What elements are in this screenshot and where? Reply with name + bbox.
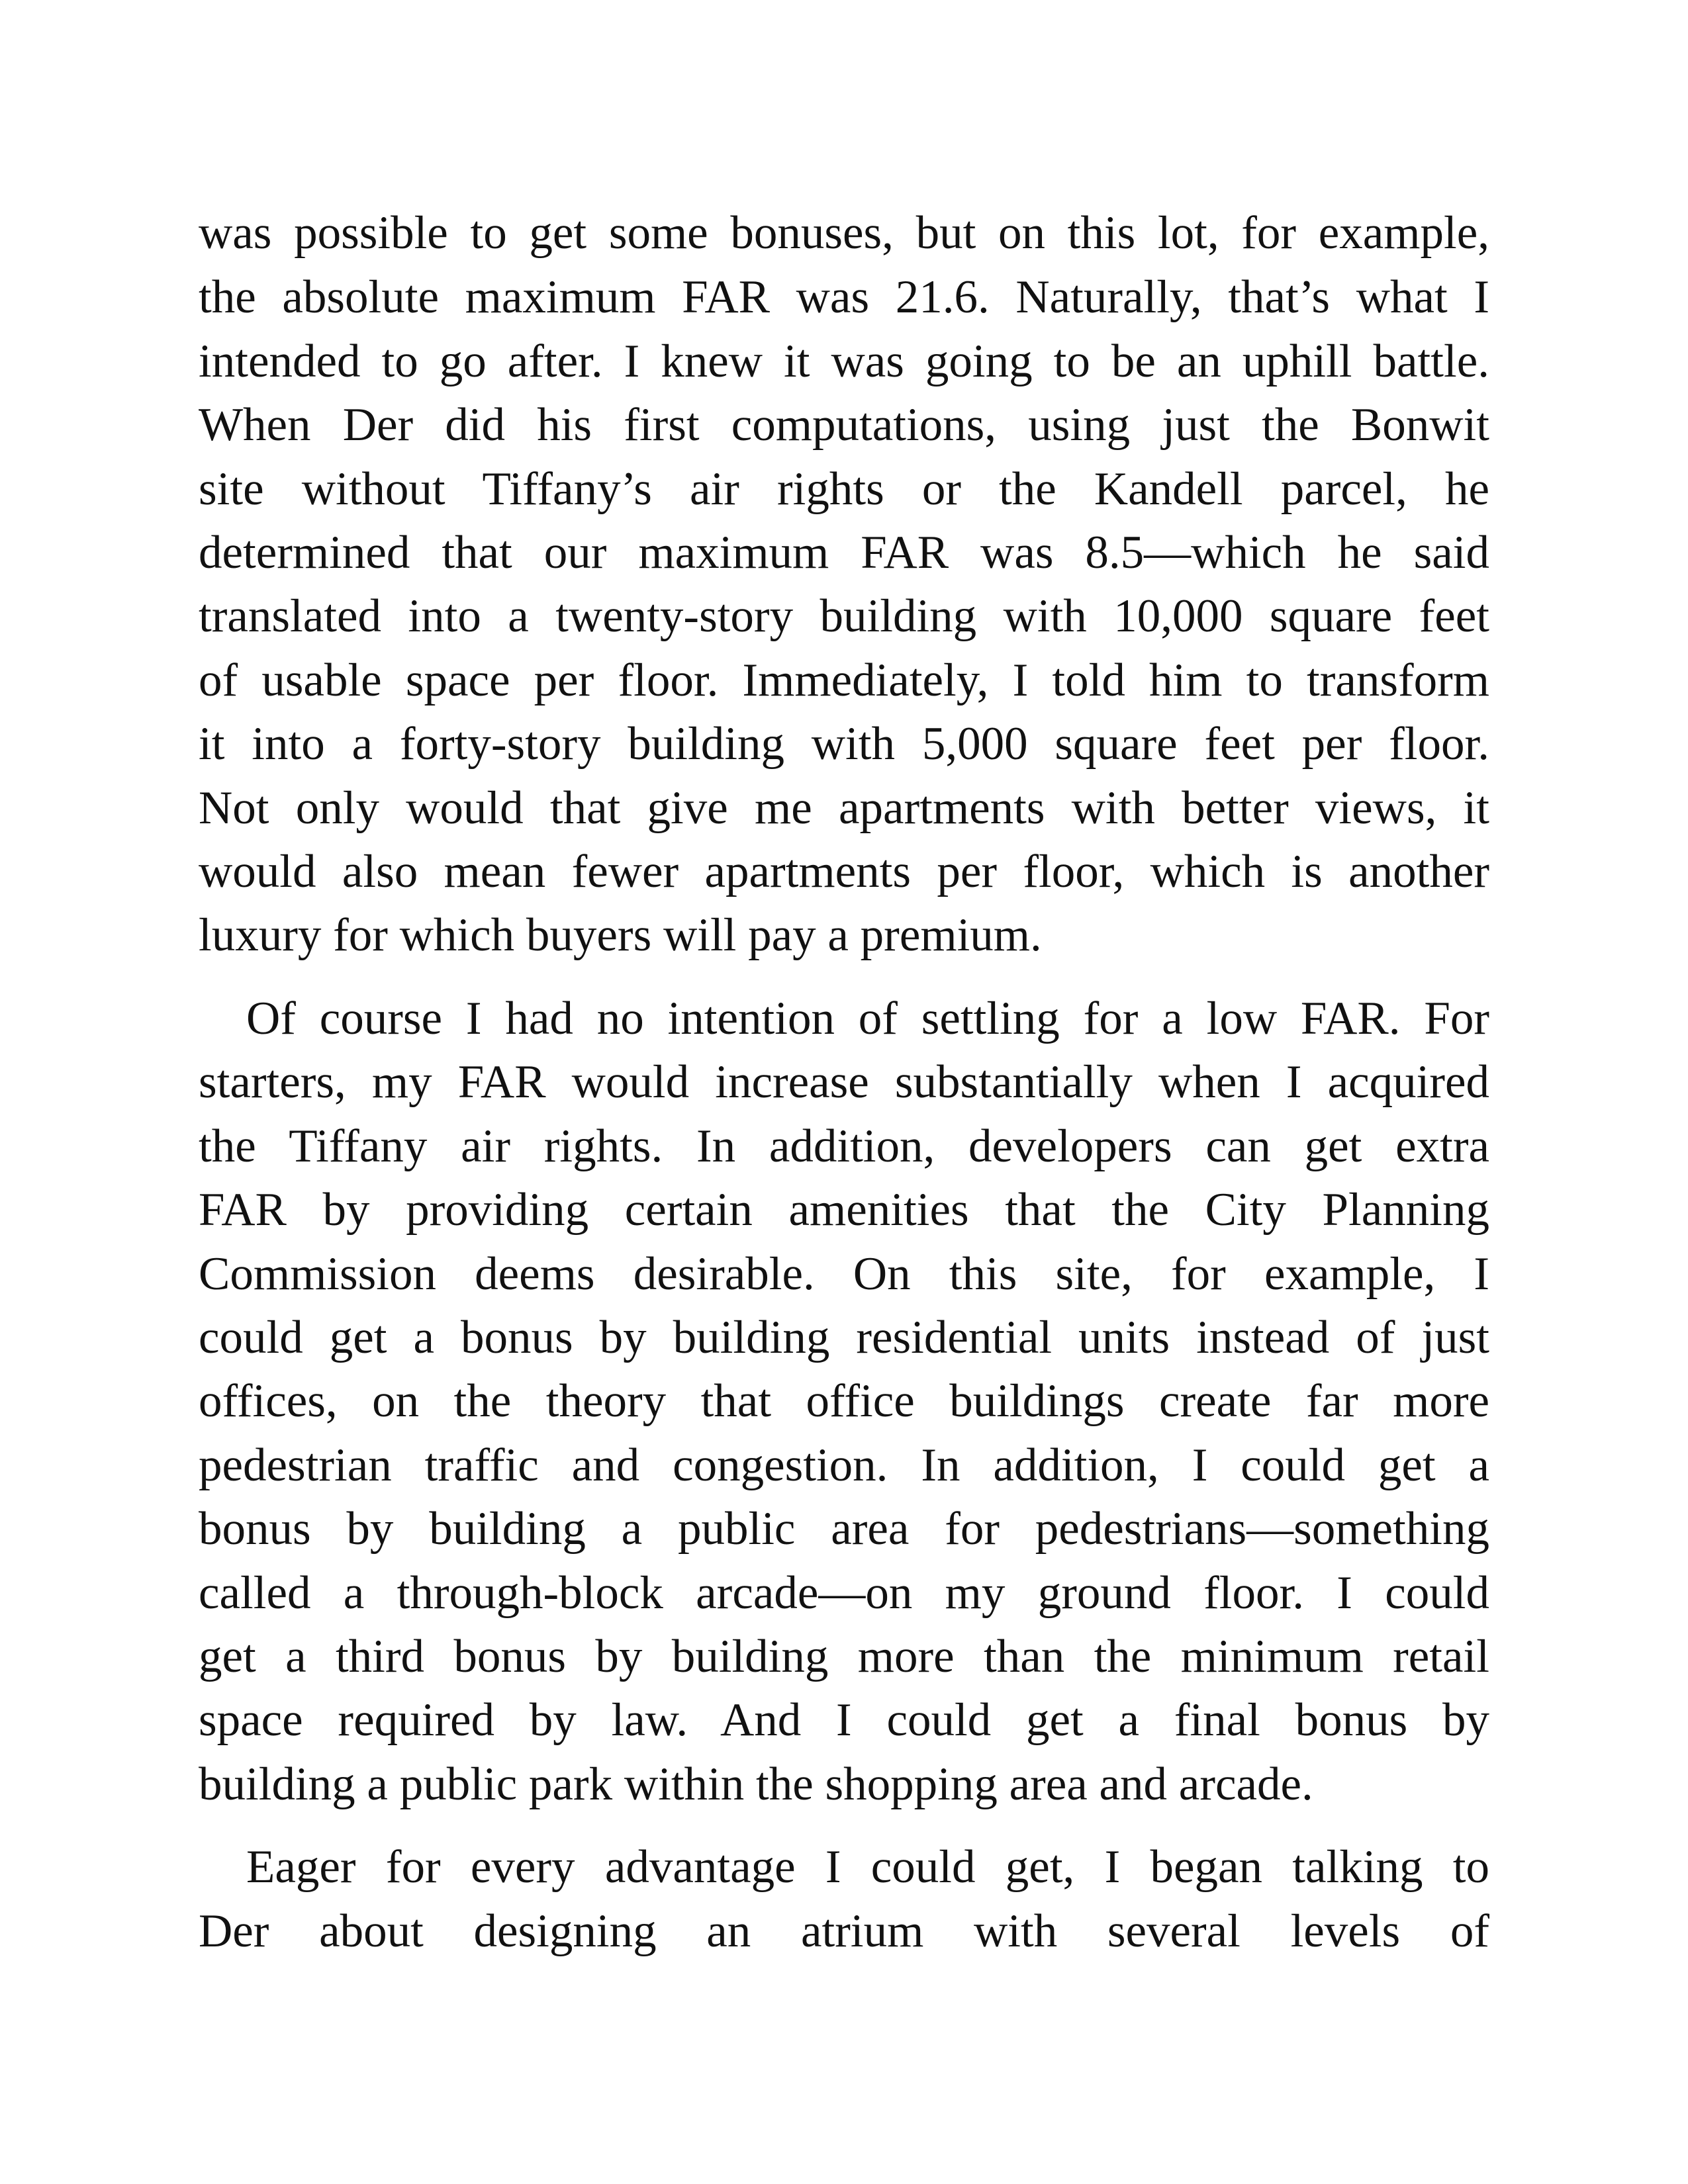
text-line: starters, my FAR would increase substantially when I acquired <box>199 1056 1489 1108</box>
text-line: pedestrian traffic and congestion. In addition, I could get a <box>199 1439 1489 1491</box>
text-line: When Der did his first computations, using just the Bonwit <box>199 399 1489 451</box>
text-line: the Tiffany air rights. In addition, developers can get extra <box>199 1120 1489 1172</box>
text-line: luxury for which buyers will pay a premium. <box>199 909 1042 961</box>
text-line: translated into a twenty-story building with 10,000 square feet <box>199 590 1489 642</box>
text-line: Commission deems desirable. On this site, for example, I <box>199 1248 1489 1300</box>
book-page <box>199 0 1489 2184</box>
text-line: was possible to get some bonuses, but on this lot, for example, <box>199 207 1489 259</box>
text-line: of usable space per floor. Immediately, I told him to transform <box>199 655 1489 706</box>
text-line: Der about designing an atrium with several levels of <box>199 1905 1489 1957</box>
text-line: the absolute maximum FAR was 21.6. Naturally, that’s what I <box>199 271 1489 323</box>
text-line: offices, on the theory that office buildings create far more <box>199 1375 1489 1427</box>
text-line: Of course I had no intention of settling for a low FAR. For <box>246 993 1489 1044</box>
text-line: bonus by building a public area for pedestrians—something <box>199 1503 1489 1555</box>
text-line: Eager for every advantage I could get, I began talking to <box>246 1841 1489 1893</box>
text-line: it into a forty-story building with 5,000 square feet per floor. <box>199 718 1489 770</box>
text-line: site without Tiffany’s air rights or the Kandell parcel, he <box>199 463 1489 515</box>
text-line: intended to go after. I knew it was going to be an uphill battle. <box>199 336 1489 387</box>
text-line: determined that our maximum FAR was 8.5—which he said <box>199 527 1489 578</box>
text-line: space required by law. And I could get a final bonus by <box>199 1694 1489 1746</box>
text-line: building a public park within the shopping area and arcade. <box>199 1758 1313 1810</box>
text-line: would also mean fewer apartments per floor, which is another <box>199 846 1489 897</box>
text-line: FAR by providing certain amenities that the City Planning <box>199 1184 1489 1236</box>
text-line: could get a bonus by building residential units instead of just <box>199 1312 1489 1363</box>
text-line: Not only would that give me apartments with better views, it <box>199 782 1489 834</box>
text-line: get a third bonus by building more than the minimum retail <box>199 1631 1489 1682</box>
text-line: called a through-block arcade—on my ground floor. I could <box>199 1567 1489 1619</box>
